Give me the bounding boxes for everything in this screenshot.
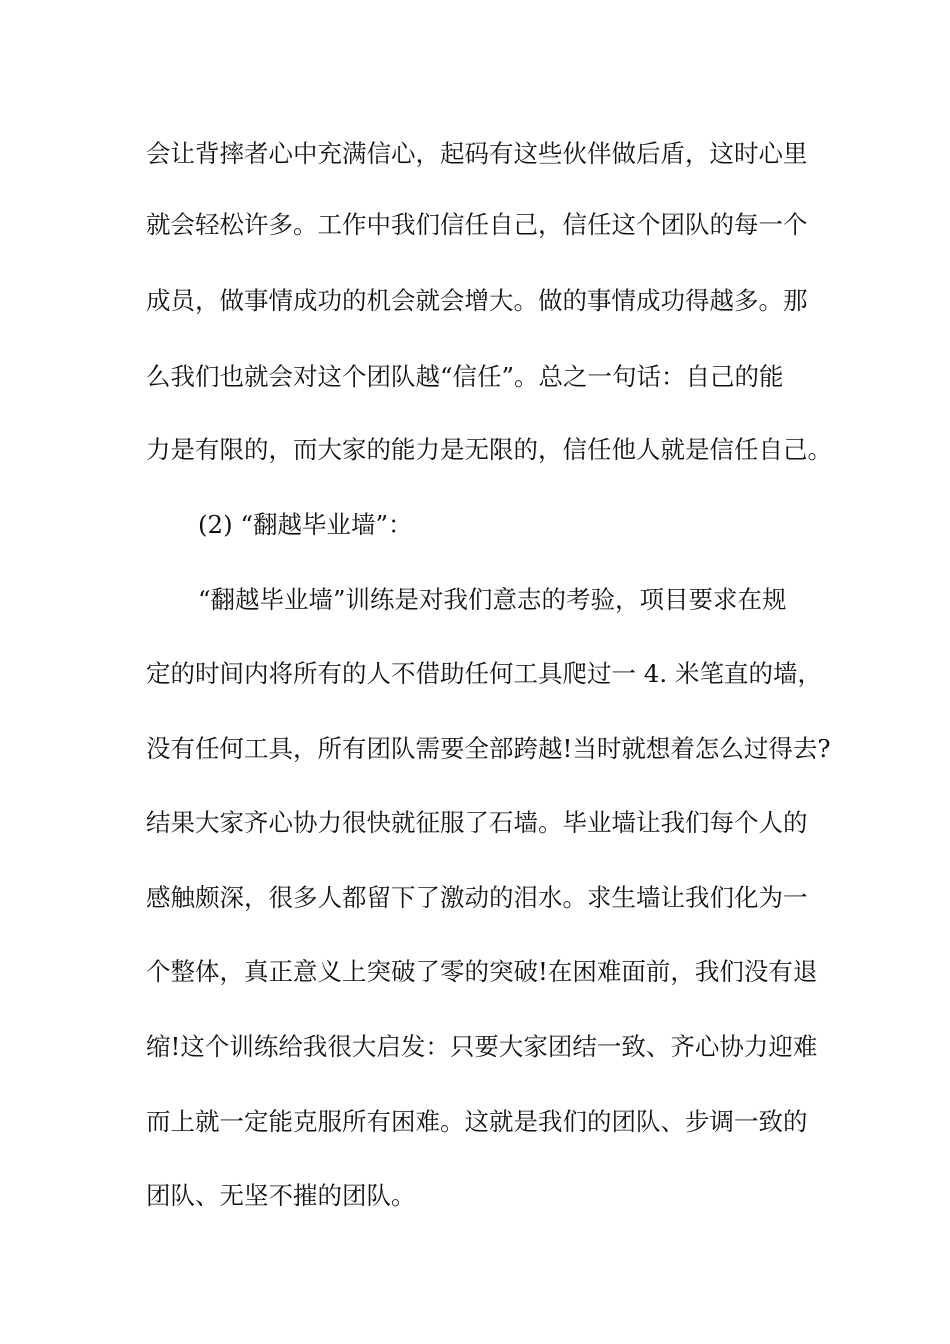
text-line: 个整体，真正意义上突破了零的突破!在困难面前，我们没有退 <box>146 957 818 986</box>
text-line: 么我们也就会对这个团队越“信任”。总之一句话：自己的能 <box>146 362 784 391</box>
text-line: 定的时间内将所有的人不借助任何工具爬过一 4. 米笔直的墙， <box>146 659 822 688</box>
text-line: 结果大家齐心协力很快就征服了石墙。毕业墙让我们每个人的 <box>146 808 808 837</box>
text-line: “翻越毕业墙”训练是对我们意志的考验，项目要求在规 <box>198 585 787 614</box>
text-line: 没有任何工具，所有团队需要全部跨越!当时就想着怎么过得去? <box>146 734 831 763</box>
text-line: 缩!这个训练给我很大启发：只要大家团结一致、齐心协力迎难 <box>146 1032 818 1061</box>
text-line: 就会轻松许多。工作中我们信任自己，信任这个团队的每一个 <box>146 210 808 239</box>
text-line: 会让背摔者心中充满信心，起码有这些伙伴做后盾，这时心里 <box>146 139 808 168</box>
text-line: 感触颇深，很多人都留下了激动的泪水。求生墙让我们化为一 <box>146 883 808 912</box>
text-line: 成员，做事情成功的机会就会增大。做的事情成功得越多。那 <box>146 286 808 315</box>
section-heading: (2) “翻越毕业墙”： <box>198 510 413 539</box>
text-line: 力是有限的，而大家的能力是无限的，信任他人就是信任自己。 <box>146 435 832 464</box>
text-line: 团队、无坚不摧的团队。 <box>146 1181 416 1210</box>
text-line: 而上就一定能克服所有困难。这就是我们的团队、步调一致的 <box>146 1107 808 1136</box>
